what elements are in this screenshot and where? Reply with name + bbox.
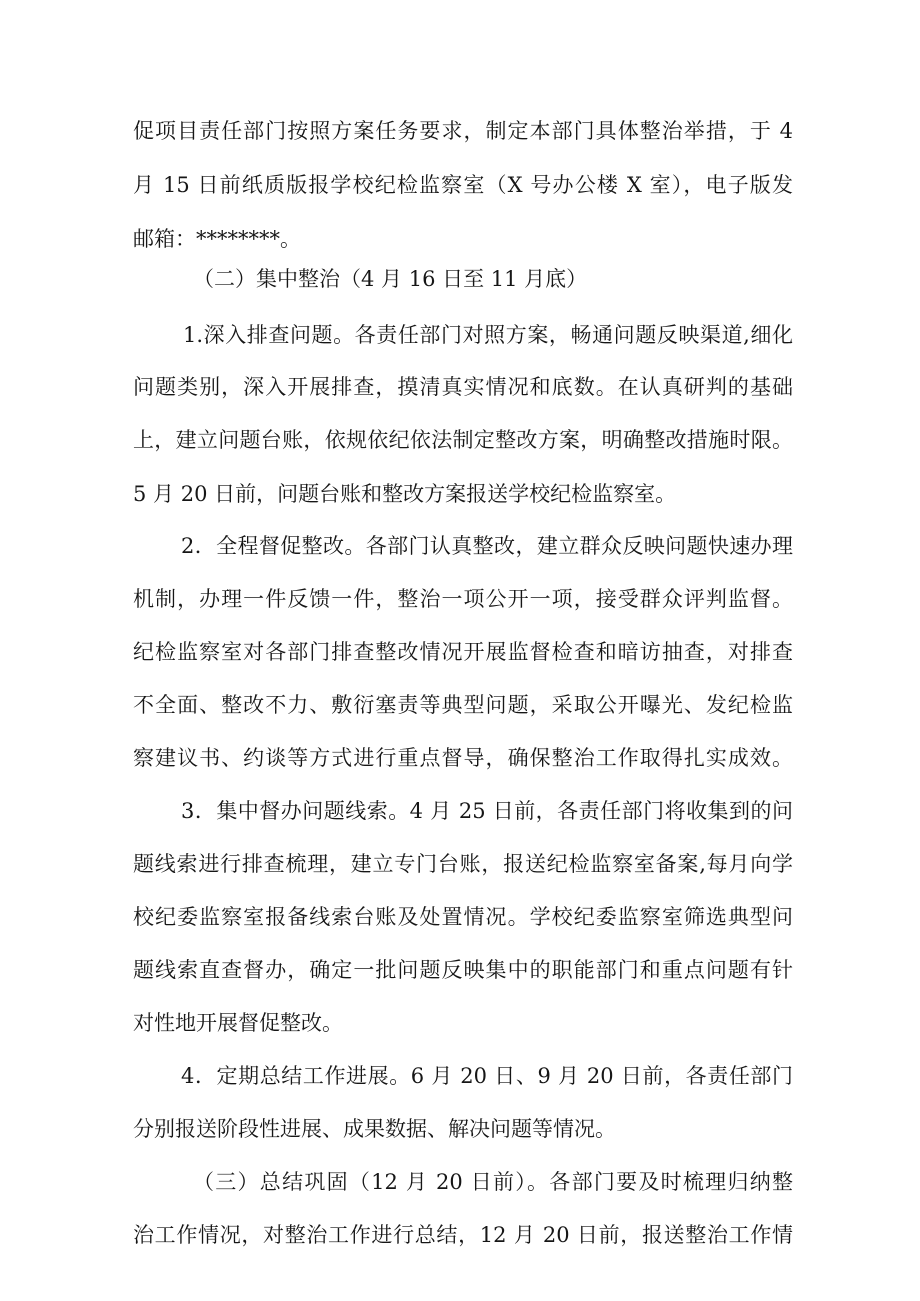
section-heading: （二）集中整治（4 月 16 日至 11 月底） xyxy=(193,267,588,291)
text-line: 邮箱：********。 xyxy=(133,227,301,251)
text-line: 对性地开展督促整改。 xyxy=(133,1011,343,1035)
text-line: 察建议书、约谈等方式进行重点督导，确保整治工作取得扎实成效。 xyxy=(133,746,793,770)
text-line: 题线索直查督办，确定一批问题反映集中的职能部门和重点问题有针 xyxy=(133,958,793,982)
text-line: 分别报送阶段性进展、成果数据、解决问题等情况。 xyxy=(133,1117,616,1141)
section-heading: （三）总结巩固（12 月 20 日前）。各部门要及时梳理归纳整 xyxy=(193,1170,793,1194)
text-line: 题线索进行排查梳理，建立专门台账，报送纪检监察室备案,每月向学 xyxy=(133,852,793,876)
text-line: 2．全程督促整改。各部门认真整改，建立群众反映问题快速办理 xyxy=(181,534,793,558)
text-line: 4．定期总结工作进展。6 月 20 日、9 月 20 日前，各责任部门 xyxy=(181,1064,793,1088)
text-line: 3．集中督办问题线索。4 月 25 日前，各责任部门将收集到的问 xyxy=(181,799,793,823)
text-line: 校纪委监察室报备线索台账及处置情况。学校纪委监察室筛选典型问 xyxy=(133,905,793,929)
text-line: 5 月 20 日前，问题台账和整改方案报送学校纪检监察室。 xyxy=(133,482,677,506)
text-line: 纪检监察室对各部门排查整改情况开展监督检查和暗访抽查，对排查 xyxy=(133,640,793,664)
text-line: 问题类别，深入开展排查，摸清真实情况和底数。在认真研判的基础 xyxy=(133,375,793,399)
text-line: 月 15 日前纸质版报学校纪检监察室（X 号办公楼 X 室），电子版发 xyxy=(133,173,793,197)
text-line: 促项目责任部门按照方案任务要求，制定本部门具体整治举措，于 4 xyxy=(133,119,793,143)
text-line: 机制，办理一件反馈一件，整治一项公开一项，接受群众评判监督。 xyxy=(133,587,793,611)
text-line: 治工作情况，对整治工作进行总结，12 月 20 日前，报送整治工作情 xyxy=(133,1223,793,1247)
text-line: 上，建立问题台账，依规依纪依法制定整改方案，明确整改措施时限。 xyxy=(133,428,793,452)
text-line: 不全面、整改不力、敷衍塞责等典型问题，采取公开曝光、发纪检监 xyxy=(133,693,793,717)
text-line: 1.深入排查问题。各责任部门对照方案，畅通问题反映渠道,细化 xyxy=(183,323,793,347)
